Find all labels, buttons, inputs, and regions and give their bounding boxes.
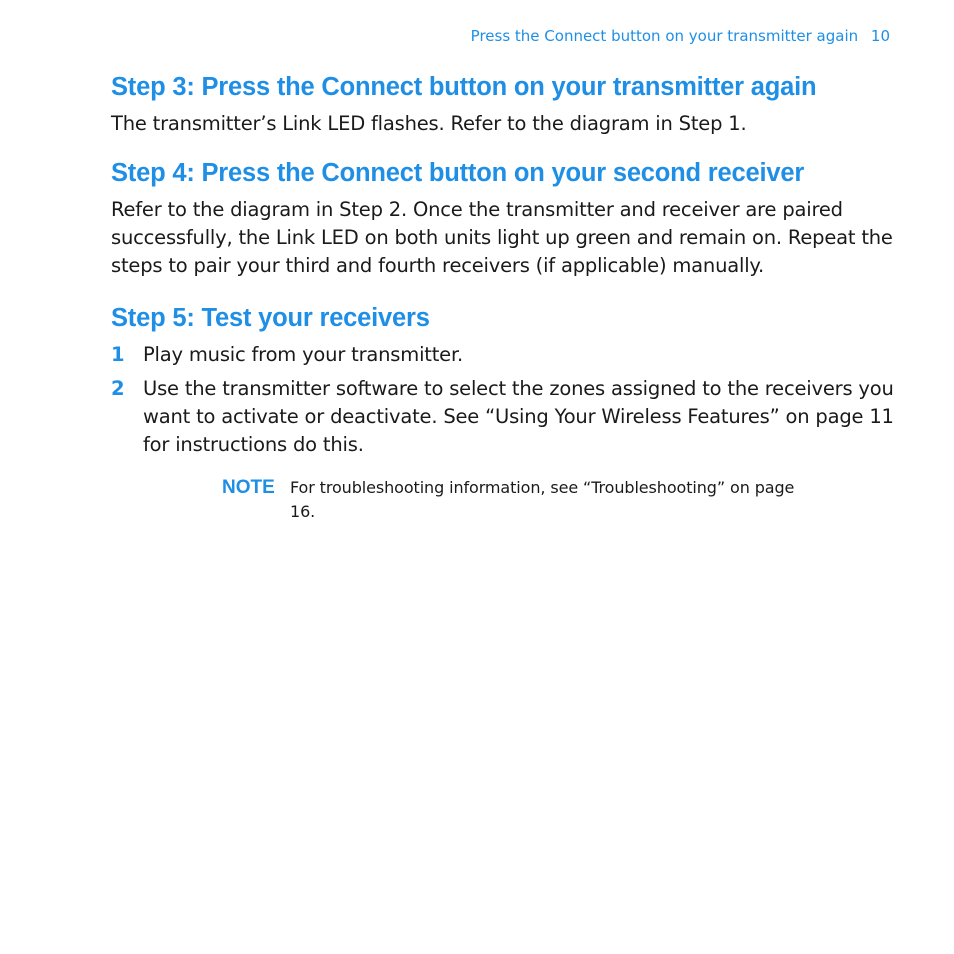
page-content — [111, 70, 901, 524]
list-item — [111, 341, 901, 369]
step-3-body: The transmitter’s Link LED flashes. Refer to the diagram in Step 1. — [111, 112, 747, 135]
page-number: 10 — [870, 27, 890, 45]
section-step-5 — [111, 301, 901, 459]
note-label: NOTE — [222, 477, 275, 498]
list-item-text: Play music from your transmitter. — [143, 343, 463, 366]
step-4-heading: Step 4: Press the Connect button on your second receiver — [111, 159, 805, 187]
running-header — [471, 27, 890, 45]
list-item-text: Use the transmitter software to select the zones assigned to the receivers you want to activate or deactivate. See “Using Your Wireless Features” on page 11 for instructions do this. — [143, 377, 894, 456]
list-item-number: 2 — [111, 377, 125, 400]
note-box — [222, 476, 802, 524]
section-step-3 — [111, 70, 901, 138]
step-5-list — [111, 341, 901, 459]
list-item — [111, 375, 901, 459]
list-item-number: 1 — [111, 343, 125, 366]
step-4-body: Refer to the diagram in Step 2. Once the transmitter and receiver are paired successfully, the Link LED on both units light up green and remain on. Repeat the steps to pair your third and fourth receivers (if applicable) manually. — [111, 198, 893, 277]
note-text: For troubleshooting information, see “Troubleshooting” on page 16. — [290, 478, 795, 521]
running-header-title: Press the Connect button on your transmitter again — [470, 27, 859, 45]
step-3-heading: Step 3: Press the Connect button on your transmitter again — [111, 73, 817, 101]
section-step-4 — [111, 156, 901, 280]
step-5-heading: Step 5: Test your receivers — [111, 304, 430, 332]
